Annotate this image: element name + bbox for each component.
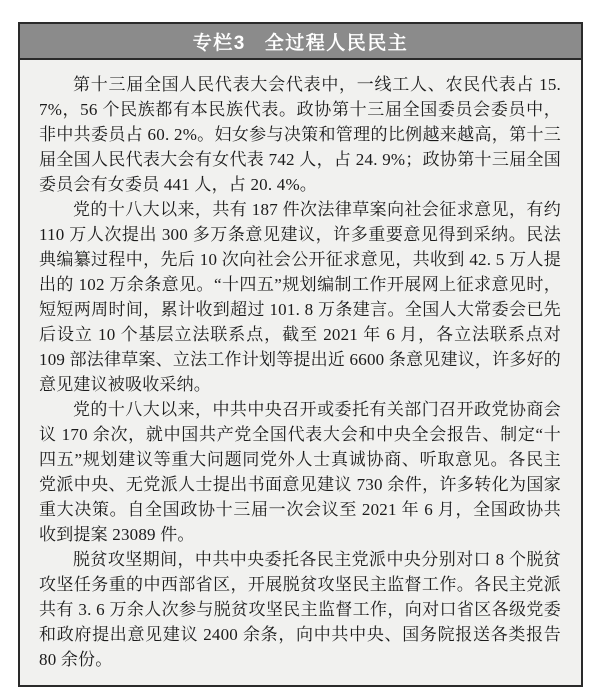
paragraph: 党的十八大以来，中共中央召开或委托有关部门召开政党协商会议 170 余次，就中国共产党全国代表大会和中央全会报告、制定“十四五”规划建议等重大问题同党外人士真诚协商、听取意见。各民主党派中央、无党派人士提出书面意见建议 730 余件，许多转化为国家重大决策。自全国政协十三届一次会议至 2021 年 6 月，全国政协共收到提案 23089 件。 [39,400,561,544]
box-number-label: 专栏3 [192,32,246,54]
paragraph: 第十三届全国人民代表大会代表中，一线工人、农民代表占 15. 7%，56 个民族都有本民族代表。政协第十三届全国委员会委员中，非中共委员占 60. 2%。妇女参与决策和管理的比例越来越高，第十三届全国人民代表大会有女代表 742 人，占 24. 9%；政协第十三届全国委员会有女委员 441 人，占 20. 4%。 [39,75,561,194]
box-3-panel [18,22,583,687]
box-body [20,60,581,685]
paragraph: 脱贫攻坚期间，中共中央委托各民主党派中央分别对口 8 个脱贫攻坚任务重的中西部省区，开展脱贫攻坚民主监督工作。各民主党派共有 3. 6 万余人次参与脱贫攻坚民主监督工作，向对口省区各级党委和政府提出意见建议 2400 余条，向中共中央、国务院报送各类报告 80 余份。 [39,550,561,669]
box-header [20,24,581,60]
box-title: 全过程人民民主 [264,32,409,54]
paragraph: 党的十八大以来，共有 187 件次法律草案向社会征求意见，有约 110 万人次提出 300 多万条意见建议，许多重要意见得到采纳。民法典编纂过程中，先后 10 次向社会公开征求意见，共收到 42. 5 万人提出的 102 万余条意见。“十四五”规划编制工作开展网上征求意见时，短短两周时间，累计收到超过 101. 8 万条建言。全国人大常委会已先后设立 10 个基层立法联系点，截至 2021 年 6 月，各立法联系点对 109 部法律草案、立法工作计划等提出近 6600 条意见建议，许多好的意见建议被吸收采纳。 [39,200,561,394]
